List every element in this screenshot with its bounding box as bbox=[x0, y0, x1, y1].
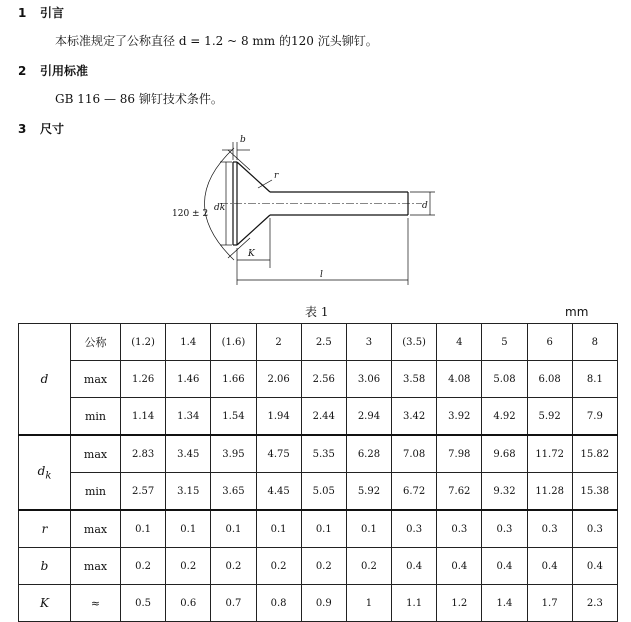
value-cell: 0.1 bbox=[121, 510, 166, 548]
table-row bbox=[19, 435, 618, 473]
value-cell: 3.58 bbox=[392, 361, 437, 398]
head-cone-bottom bbox=[237, 215, 270, 245]
angle-label: 120 ± 2 bbox=[172, 209, 209, 219]
value-cell: 5.05 bbox=[301, 473, 346, 511]
value-cell: 0.1 bbox=[346, 510, 391, 548]
value-cell: 5 bbox=[482, 324, 527, 361]
value-cell: 1.66 bbox=[211, 361, 256, 398]
value-cell: 5.08 bbox=[482, 361, 527, 398]
section-1-heading bbox=[18, 4, 64, 21]
value-cell: 0.1 bbox=[256, 510, 301, 548]
value-cell: 0.3 bbox=[437, 510, 482, 548]
value-cell: 6.72 bbox=[392, 473, 437, 511]
value-cell: 2.06 bbox=[256, 361, 301, 398]
l-label: l bbox=[320, 270, 323, 280]
value-cell: 1.2 bbox=[437, 585, 482, 622]
value-cell: 3.92 bbox=[437, 398, 482, 436]
value-cell: 3.42 bbox=[392, 398, 437, 436]
value-cell: 2.94 bbox=[346, 398, 391, 436]
param-label: d bbox=[40, 372, 49, 386]
value-cell: 8.1 bbox=[572, 361, 617, 398]
value-cell: 11.28 bbox=[527, 473, 572, 511]
value-cell: 1.14 bbox=[121, 398, 166, 436]
r-label: r bbox=[274, 171, 279, 181]
value-cell: 2.44 bbox=[301, 398, 346, 436]
value-cell: 0.4 bbox=[572, 548, 617, 585]
qualifier-cell: min bbox=[71, 398, 121, 436]
section-2-text: GB 116 — 86 铆钉技术条件。 bbox=[55, 92, 223, 106]
section-title: 引用标准 bbox=[40, 64, 89, 78]
value-cell: 5.35 bbox=[301, 435, 346, 473]
section-title: 引言 bbox=[40, 6, 65, 20]
value-cell: 7.9 bbox=[572, 398, 617, 436]
value-cell: 0.2 bbox=[301, 548, 346, 585]
value-cell: 6.08 bbox=[527, 361, 572, 398]
section-2-heading bbox=[18, 62, 88, 79]
value-cell: 3.95 bbox=[211, 435, 256, 473]
section-number: 1 bbox=[18, 6, 27, 20]
value-cell: (3.5) bbox=[392, 324, 437, 361]
value-cell: 1.4 bbox=[166, 324, 211, 361]
value-cell: (1.2) bbox=[121, 324, 166, 361]
value-cell: 0.2 bbox=[346, 548, 391, 585]
value-cell: 1.1 bbox=[392, 585, 437, 622]
value-cell: 1.34 bbox=[166, 398, 211, 436]
value-cell: 0.2 bbox=[121, 548, 166, 585]
value-cell: 0.3 bbox=[392, 510, 437, 548]
section-number: 2 bbox=[18, 64, 27, 78]
section-1-text: 本标准规定了公称直径 d = 1.2 ~ 8 mm 的120 沉头铆钉。 bbox=[55, 34, 378, 48]
param-label: K bbox=[40, 596, 49, 610]
param-cell bbox=[19, 548, 71, 585]
value-cell: 1.94 bbox=[256, 398, 301, 436]
value-cell: (1.6) bbox=[211, 324, 256, 361]
value-cell: 3.15 bbox=[166, 473, 211, 511]
value-cell: 2.57 bbox=[121, 473, 166, 511]
value-cell: 0.9 bbox=[301, 585, 346, 622]
qualifier-cell: 公称 bbox=[71, 324, 121, 361]
param-cell bbox=[19, 324, 71, 436]
value-cell: 0.1 bbox=[301, 510, 346, 548]
value-cell: 7.62 bbox=[437, 473, 482, 511]
value-cell: 4.75 bbox=[256, 435, 301, 473]
value-cell: 6 bbox=[527, 324, 572, 361]
value-cell: 2.5 bbox=[301, 324, 346, 361]
qualifier-cell: max bbox=[71, 548, 121, 585]
qualifier-cell: max bbox=[71, 510, 121, 548]
head-cone-top bbox=[237, 162, 270, 192]
value-cell: 0.3 bbox=[482, 510, 527, 548]
table-row bbox=[19, 473, 618, 511]
value-cell: 6.28 bbox=[346, 435, 391, 473]
param-label: b bbox=[40, 559, 49, 573]
value-cell: 0.1 bbox=[211, 510, 256, 548]
value-cell: 7.08 bbox=[392, 435, 437, 473]
value-cell: 9.68 bbox=[482, 435, 527, 473]
value-cell: 7.98 bbox=[437, 435, 482, 473]
value-cell: 0.4 bbox=[392, 548, 437, 585]
qualifier-cell: max bbox=[71, 361, 121, 398]
section-number: 3 bbox=[18, 122, 27, 136]
value-cell: 0.8 bbox=[256, 585, 301, 622]
value-cell: 15.82 bbox=[572, 435, 617, 473]
table-row bbox=[19, 510, 618, 548]
value-cell: 8 bbox=[572, 324, 617, 361]
dk-label: dk bbox=[214, 203, 226, 213]
param-label: d bbox=[37, 463, 46, 478]
value-cell: 2.3 bbox=[572, 585, 617, 622]
value-cell: 0.7 bbox=[211, 585, 256, 622]
value-cell: 1.4 bbox=[482, 585, 527, 622]
value-cell: 0.2 bbox=[256, 548, 301, 585]
table-row bbox=[19, 398, 618, 436]
dimension-table bbox=[18, 323, 618, 622]
rivet-drawing bbox=[160, 130, 460, 290]
k-label: K bbox=[248, 249, 255, 259]
value-cell: 1.7 bbox=[527, 585, 572, 622]
value-cell: 1.54 bbox=[211, 398, 256, 436]
param-label: r bbox=[41, 522, 48, 536]
value-cell: 2.56 bbox=[301, 361, 346, 398]
value-cell: 4.92 bbox=[482, 398, 527, 436]
value-cell: 3.45 bbox=[166, 435, 211, 473]
value-cell: 2 bbox=[256, 324, 301, 361]
section-title: 尺寸 bbox=[40, 122, 65, 136]
value-cell: 1.26 bbox=[121, 361, 166, 398]
table-row bbox=[19, 361, 618, 398]
value-cell: 5.92 bbox=[346, 473, 391, 511]
qualifier-cell: max bbox=[71, 435, 121, 473]
value-cell: 0.3 bbox=[572, 510, 617, 548]
table-caption: 表 1 bbox=[305, 305, 329, 319]
table-row bbox=[19, 324, 618, 361]
value-cell: 3.06 bbox=[346, 361, 391, 398]
value-cell: 2.83 bbox=[121, 435, 166, 473]
value-cell: 0.2 bbox=[211, 548, 256, 585]
value-cell: 0.2 bbox=[166, 548, 211, 585]
value-cell: 0.3 bbox=[527, 510, 572, 548]
value-cell: 15.38 bbox=[572, 473, 617, 511]
table-unit: mm bbox=[565, 305, 589, 319]
value-cell: 0.4 bbox=[437, 548, 482, 585]
value-cell: 0.4 bbox=[527, 548, 572, 585]
value-cell: 0.6 bbox=[166, 585, 211, 622]
section-3-heading bbox=[18, 120, 64, 137]
value-cell: 4.45 bbox=[256, 473, 301, 511]
qualifier-cell: min bbox=[71, 473, 121, 511]
value-cell: 3 bbox=[346, 324, 391, 361]
value-cell: 9.32 bbox=[482, 473, 527, 511]
param-cell bbox=[19, 435, 71, 510]
value-cell: 4 bbox=[437, 324, 482, 361]
param-cell bbox=[19, 510, 71, 548]
value-cell: 11.72 bbox=[527, 435, 572, 473]
b-label: b bbox=[240, 135, 246, 145]
value-cell: 5.92 bbox=[527, 398, 572, 436]
value-cell: 3.65 bbox=[211, 473, 256, 511]
param-subscript: k bbox=[45, 470, 52, 482]
value-cell: 1 bbox=[346, 585, 391, 622]
qualifier-cell: ≈ bbox=[71, 585, 121, 622]
value-cell: 4.08 bbox=[437, 361, 482, 398]
value-cell: 1.46 bbox=[166, 361, 211, 398]
value-cell: 0.5 bbox=[121, 585, 166, 622]
table-row bbox=[19, 548, 618, 585]
value-cell: 0.4 bbox=[482, 548, 527, 585]
value-cell: 0.1 bbox=[166, 510, 211, 548]
d-label: d bbox=[422, 201, 428, 211]
